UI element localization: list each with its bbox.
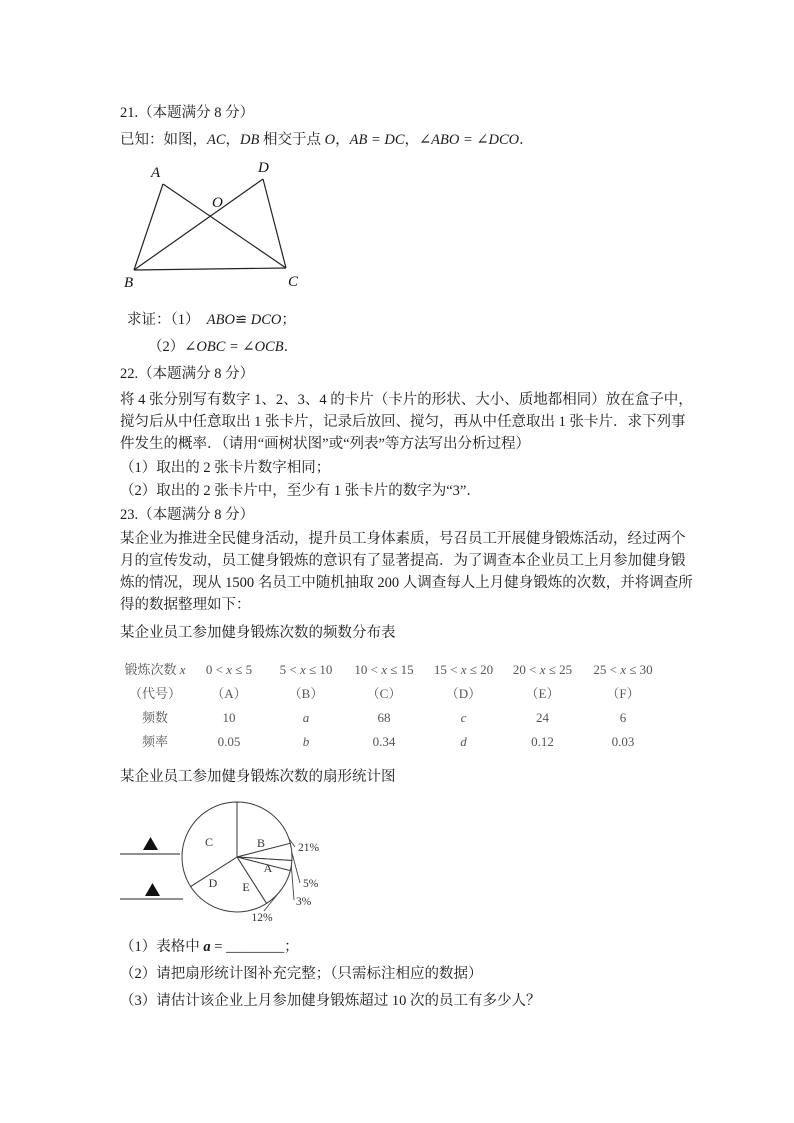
pie-letter-A: A [263,861,273,875]
p21-prove-1 [127,309,296,331]
point-label-B: B [124,275,134,291]
text-segment: ． [519,132,534,148]
point-label-D: D [258,160,269,176]
table-cell [424,658,503,682]
table-cell [582,682,664,706]
text-segment: x [620,662,626,677]
text-segment: ≤ 5 [231,662,253,677]
text-segment: ， [225,132,241,148]
table-cell [344,730,424,754]
text-segment: ， [335,132,350,148]
pie-pct-label-F: 3% [296,896,312,908]
table-cell [582,658,664,682]
frequency-table [120,658,664,754]
pie-leader-line [292,852,300,883]
text-segment: 锻炼次数 [124,662,180,677]
text-segment: x [539,662,546,677]
text-segment: 0.05 [217,734,241,749]
text-segment: x [460,662,467,677]
text-segment: x [299,662,306,677]
p23-body-line-2: 月的宣传发动，员工健身锻炼的意识有了显著提高．为了调查本企业员工上月参加健身锻 [120,553,686,569]
table-cell [503,682,582,706]
pie-pct-label-E: 12% [251,912,273,924]
table-row [120,682,664,706]
text-segment: ≤ 20 [466,662,494,677]
text-segment: a [203,939,211,955]
p23-body-line-4: 得的数据整理如下： [120,597,251,613]
text-segment: 求证：（1） [127,312,207,328]
text-segment: 15 < [433,662,461,677]
p22-body-line-2: 搅匀后从中任意取出 1 张卡片，记录后放回、搅匀，再从中任意取出 1 张卡片．求下列事 [120,414,686,430]
pie-leader-line [291,866,294,900]
text-segment: b [302,734,310,749]
segment-DB [134,179,263,270]
text-segment: 相交于点 [259,132,325,148]
text-segment: 20 < [512,662,540,677]
table-cell [190,682,268,706]
text-segment: 5 < [279,662,300,677]
text-segment: ∠ABO = ∠DCO [419,132,520,148]
text-segment: d [460,734,467,749]
p22-body-line-1: 将 4 张分别写有数字 1、2、3、4 的卡片（卡片的形状、大小、质地都相同）放在盒子中， [120,392,693,408]
text-segment: ； [281,312,296,328]
text-segment: （A） [211,686,247,701]
text-segment: AC [207,132,226,148]
text-segment: （E） [525,686,560,701]
text-segment: 24 [536,710,549,725]
table-cell [344,682,424,706]
text-segment: （C） [366,686,402,701]
table-row [120,658,664,682]
p23-question-3: （3）请估计该企业上月参加健身锻炼超过 10 次的员工有多少人？ [120,993,541,1009]
p23-heading: 23.（本题满分 8 分） [120,507,255,523]
text-segment: 68 [377,710,391,725]
table-cell [120,682,190,706]
point-label-A: A [151,165,161,181]
pie-pct-label-A: 5% [303,878,319,890]
triangle-marker-icon [145,883,160,896]
text-segment: ． [283,339,299,355]
table-row [120,730,664,754]
pie-letter-D: D [208,876,218,890]
segment-BC [134,268,286,270]
text-segment: 25 < [593,662,621,677]
table-cell [268,706,344,730]
pie-letter-E: E [242,880,250,894]
p21-geometry-figure [118,158,343,298]
p21-prove-2 [148,336,298,358]
text-segment: ∠OBC = ∠OCB [184,339,284,355]
pie-letter-C: C [204,835,214,849]
table-cell [268,658,344,682]
table-cell [190,706,268,730]
table-cell [582,730,664,754]
text-segment: x [381,662,387,677]
text-segment: 10 < [354,662,382,677]
text-segment: （2） [148,339,185,355]
text-segment: 0.12 [531,734,554,749]
table-cell [344,706,424,730]
table-cell [190,658,268,682]
text-segment: 0.03 [611,734,635,749]
point-label-C: C [288,274,299,290]
table-cell [503,730,582,754]
table-cell [268,730,344,754]
triangle-marker-icon [143,837,158,850]
text-segment: x [179,662,186,677]
table-cell [424,730,503,754]
p23-body-line-1: 某企业为推进全民健身活动，提升员工身体素质，号召员工开展健身锻炼活动，经过两个 [120,531,686,547]
text-segment: DB [240,132,260,148]
p23-question-2: （2）请把扇形统计图补充完整；（只需标注相应的数据） [120,966,483,982]
text-segment: c [460,710,467,725]
table-cell [424,706,503,730]
p22-question-1: （1）取出的 2 张卡片数字相同； [120,460,331,476]
pie-chart-title: 某企业员工参加健身锻炼次数的扇形统计图 [120,769,396,785]
text-segment: O [324,132,336,148]
p22-question-2: （2）取出的 2 张卡片中，至少有 1 张卡片的数字为“3”． [120,483,481,499]
text-segment: x [226,662,232,677]
text-segment: ； [284,939,299,955]
table-cell [344,658,424,682]
text-segment: ≤ 10 [305,662,333,677]
table-cell [120,706,190,730]
text-segment: 已知：如图， [120,132,207,148]
text-segment: 6 [619,710,627,725]
segment-AB [134,184,163,270]
table-cell [120,658,190,682]
p21-given-statement [120,129,534,151]
text-segment: AB = DC [349,132,405,148]
table-cell [582,706,664,730]
text-segment: 频数 [141,710,168,725]
text-segment: （D） [445,686,482,701]
text-segment: ________ [226,939,285,955]
text-segment: （B） [288,686,324,701]
table-cell [503,658,582,682]
text-segment: （1）表格中 [120,939,204,955]
table-cell [424,682,503,706]
text-segment: ≤ 15 [386,662,414,677]
text-segment: （代号） [128,686,181,701]
point-label-O: O [212,195,223,211]
p23-question-1 [120,936,299,958]
p22-body-line-3: 件发生的概率．（请用“画树状图”或“列表”等方法写出分析过程） [120,436,530,452]
text-segment: 频率 [141,734,168,749]
p21-heading: 21.（本题满分 8 分） [120,105,255,121]
pie-letter-B: B [256,836,266,850]
table-cell [120,730,190,754]
table-row [120,706,664,730]
text-segment: DCO [250,312,282,328]
pie-chart-figure [120,795,360,935]
pie-pct-label-B: 21% [298,842,320,854]
table-cell [503,706,582,730]
text-segment: ≤ 25 [545,662,573,677]
table-cell [268,682,344,706]
frequency-table-title: 某企业员工参加健身锻炼次数的频数分布表 [120,625,396,641]
text-segment: （F） [606,686,640,701]
text-segment: ≌ [234,312,251,328]
text-segment: 0 < [205,662,227,677]
table-cell [190,730,268,754]
text-segment: ， [404,132,420,148]
p23-body-line-3: 炼的情况，现从 1500 名员工中随机抽取 200 人调查每人上月健身锻炼的次数，并将调查所 [120,575,693,591]
text-segment: ABO [206,312,235,328]
text-segment: = [210,939,227,955]
text-segment: 10 [222,710,236,725]
text-segment: 0.34 [372,734,396,749]
text-segment: a [302,710,310,725]
p22-heading: 22.（本题满分 8 分） [120,366,255,382]
text-segment: ≤ 30 [625,662,653,677]
